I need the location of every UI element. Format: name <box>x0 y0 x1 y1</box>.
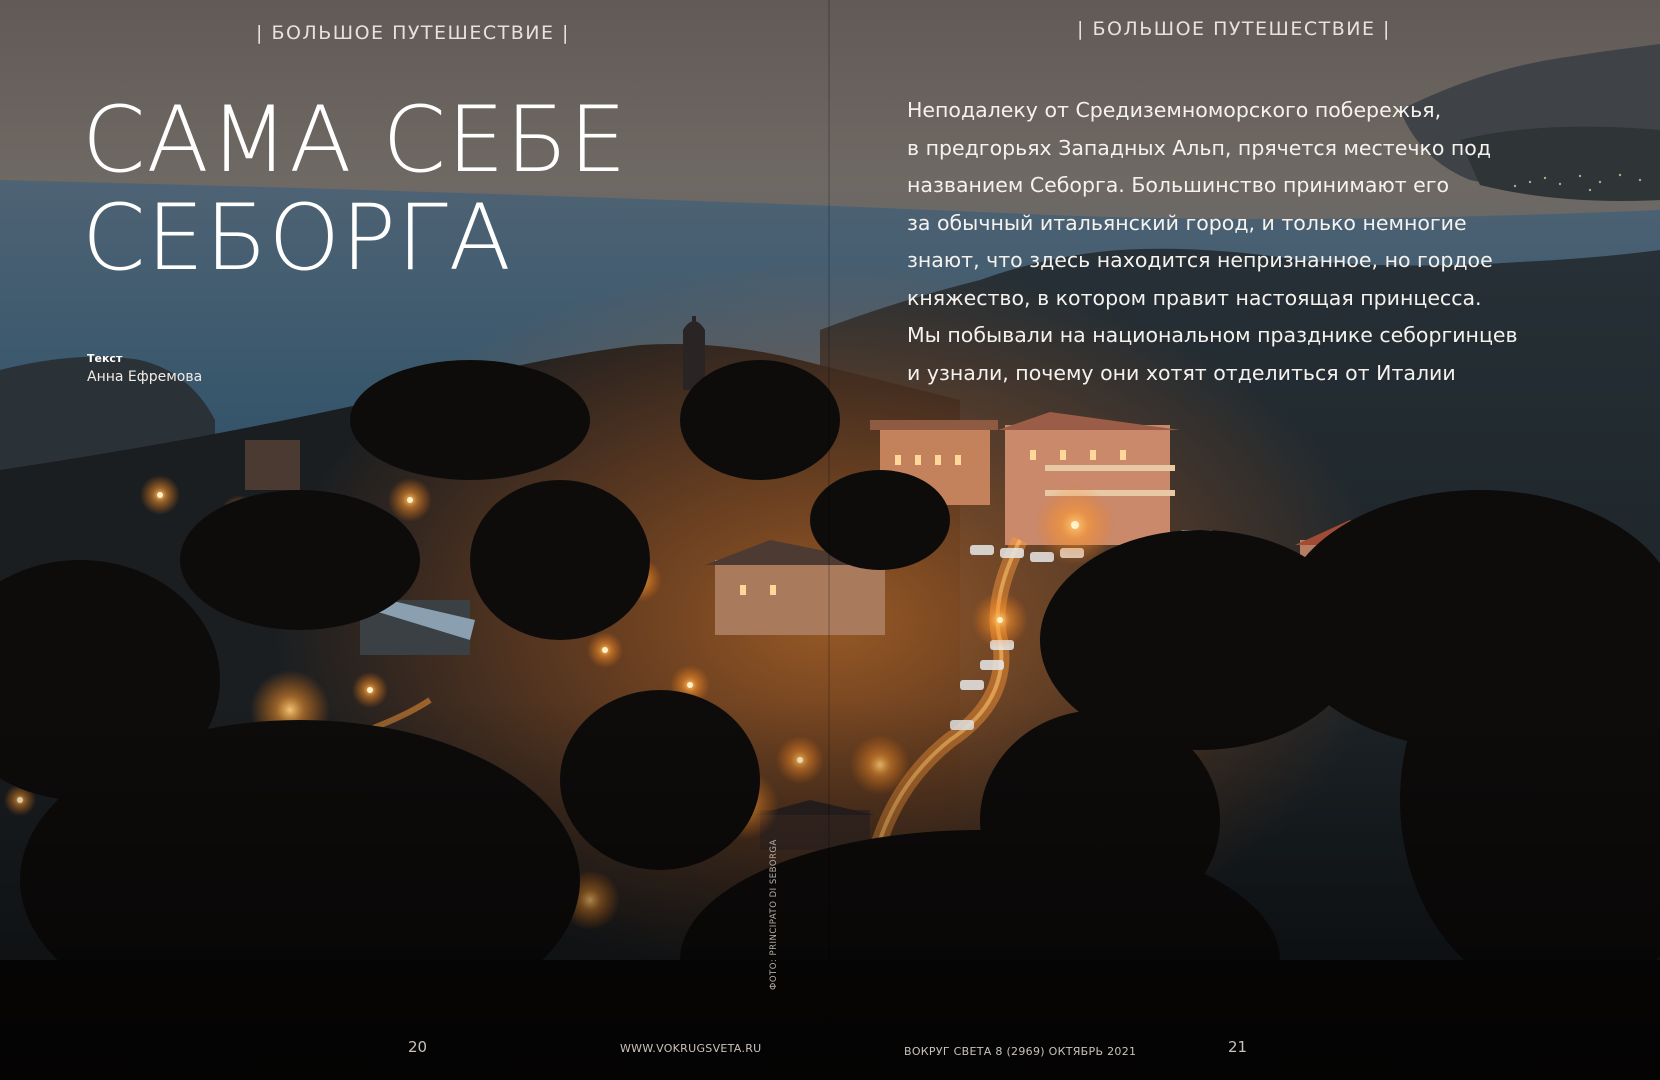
lede-line: Мы побывали на национальном празднике себоргинцев <box>907 323 1518 347</box>
section-header-right: | БОЛЬШОЕ ПУТЕШЕСТВИЕ | <box>1077 18 1391 40</box>
lede-line: знают, что здесь находится непризнанное, но гордое <box>907 248 1493 272</box>
title-line-1: САМА СЕБЕ <box>82 88 628 193</box>
page-number-right: 21 <box>1228 1038 1248 1056</box>
lede-line: и узнали, почему они хотят отделиться от Италии <box>907 360 1456 385</box>
lede-line: в предгорьях Западных Альп, прячется местечко под <box>907 135 1492 160</box>
author-label: Текст <box>87 352 123 365</box>
issue-info: ВОКРУГ СВЕТА 8 (2969) ОКТЯБРЬ 2021 <box>904 1045 1137 1058</box>
lede-line: названием Себорга. Большинство принимают его <box>907 173 1450 197</box>
lede-line: княжество, в котором правит настоящая принцесса. <box>907 285 1482 310</box>
title-line-2: СЕБОРГА <box>82 186 512 291</box>
photo-credit: ФОТО: PRINCIPATO DI SEBORGA <box>769 839 779 990</box>
website-url: WWW.VOKRUGSVETA.RU <box>620 1042 762 1055</box>
lede-line: за обычный итальянский город, и только немногие <box>907 210 1467 235</box>
lede-line: Неподалеку от Средиземноморского побережья, <box>907 98 1442 122</box>
lede-paragraph <box>907 92 1607 392</box>
page-number-left: 20 <box>408 1038 428 1056</box>
section-header-left: | БОЛЬШОЕ ПУТЕШЕСТВИЕ | <box>256 22 570 44</box>
author-name: Анна Ефремова <box>87 369 203 385</box>
article-title <box>82 88 628 291</box>
